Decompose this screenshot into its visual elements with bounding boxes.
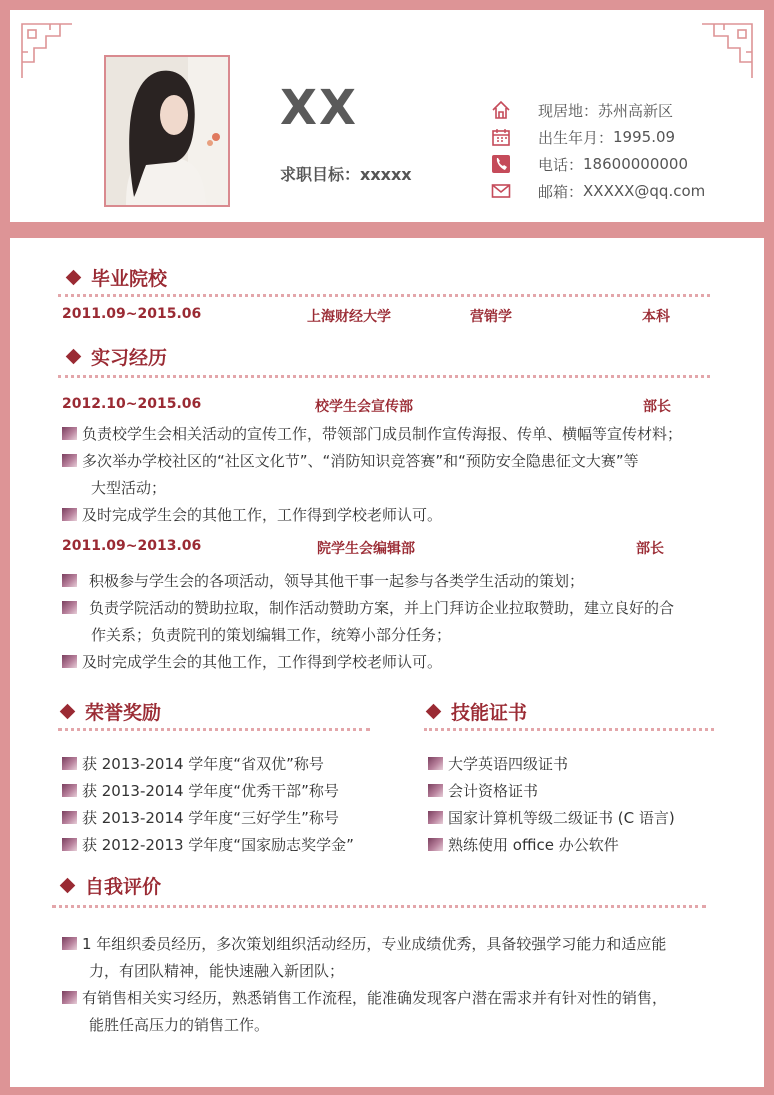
bullet-icon	[62, 937, 77, 950]
internship-2-role: 部长	[636, 541, 664, 557]
home-icon	[490, 99, 512, 121]
internship-1-item: 多次举办学校社区的“社区文化节”、“消防知识竞答赛”和“预防安全隐患征文大赛”等	[62, 450, 639, 471]
job-objective	[280, 162, 412, 185]
divider-internship	[58, 375, 710, 378]
skill-item: 熟练使用 office 办公软件	[428, 834, 619, 855]
bullet-icon	[62, 838, 77, 851]
objective-value: xxxxx	[360, 165, 412, 184]
bullet-icon	[62, 574, 77, 587]
skill-item: 大学英语四级证书	[428, 753, 568, 774]
mail-icon	[490, 180, 512, 202]
divider-education	[58, 294, 710, 297]
notch-right	[752, 222, 764, 238]
bullet-icon	[428, 838, 443, 851]
bullet-icon	[62, 784, 77, 797]
internship-1-role: 部长	[643, 399, 671, 415]
divider-self-eval	[52, 905, 706, 908]
contact-address: 现居地： 苏州高新区	[490, 98, 673, 122]
internship-1-period: 2012.10~2015.06	[62, 396, 202, 412]
honor-item: 获 2013-2014 学年度“优秀干部”称号	[62, 780, 339, 801]
objective-label: 求职目标：	[280, 165, 361, 184]
skill-item: 国家计算机等级二级证书 (C 语言)	[428, 807, 675, 828]
contact-birth: 出生年月： 1995.09	[490, 125, 675, 149]
contact-email: 邮箱： XXXXX@qq.com	[490, 179, 705, 203]
notch-left	[10, 222, 22, 238]
phone-icon	[490, 153, 512, 175]
internship-1-item-cont: 大型活动；	[91, 479, 167, 497]
calendar-icon	[490, 126, 512, 148]
internship-1-org: 校学生会宣传部	[315, 399, 413, 415]
internship-2-item: 负责学院活动的赞助拉取，制作活动赞助方案，并上门拜访企业拉取赞助，建立良好的合	[62, 597, 674, 618]
education-degree: 本科	[642, 309, 670, 325]
self-eval-item-cont: 能胜任高压力的销售工作。	[89, 1016, 270, 1034]
divider-honors	[58, 728, 370, 731]
honor-item: 获 2012-2013 学年度“国家励志奖学金”	[62, 834, 354, 855]
internship-1-item: 及时完成学生会的其他工作，工作得到学校老师认可。	[62, 504, 442, 525]
self-eval-item: 1 年组织委员经历，多次策划组织活动经历，专业成绩优秀，具备较强学习能力和适应能	[62, 933, 666, 954]
bullet-icon	[62, 427, 77, 440]
education-school: 上海财经大学	[307, 309, 391, 325]
bullet-icon	[428, 784, 443, 797]
internship-2-item-cont: 作关系；负责院刊的策划编辑工作，统筹小部分任务；	[91, 626, 452, 644]
bullet-icon	[428, 757, 443, 770]
education-period: 2011.09~2015.06	[62, 306, 202, 322]
bullet-icon	[62, 601, 77, 614]
internship-1-item: 负责校学生会相关活动的宣传工作，带领部门成员制作宣传海报、传单、横幅等宣传材料；	[62, 423, 682, 444]
internship-2-item: 积极参与学生会的各项活动，领导其他干事一起参与各类学生活动的策划；	[62, 570, 584, 591]
profile-photo	[104, 55, 230, 207]
section-title-education: 毕业院校	[68, 264, 167, 291]
internship-2-item: 及时完成学生会的其他工作，工作得到学校老师认可。	[62, 651, 442, 672]
bullet-icon	[428, 811, 443, 824]
bullet-icon	[62, 655, 77, 668]
divider-skills	[424, 728, 714, 731]
bullet-icon	[62, 757, 77, 770]
self-eval-item-cont: 力，有团队精神，能快速融入新团队；	[89, 962, 345, 980]
bullet-icon	[62, 811, 77, 824]
contact-phone: 电话： 18600000000	[490, 152, 688, 176]
corner-ornament-right	[700, 22, 754, 80]
education-major: 营销学	[470, 309, 512, 325]
candidate-name: XX	[280, 80, 359, 136]
internship-2-org: 院学生会编辑部	[317, 541, 415, 557]
corner-ornament-left	[20, 22, 74, 80]
honor-item: 获 2013-2014 学年度“省双优”称号	[62, 753, 324, 774]
internship-2-period: 2011.09~2013.06	[62, 538, 202, 554]
section-title-honors: 荣誉奖励	[62, 698, 161, 725]
honor-item: 获 2013-2014 学年度“三好学生”称号	[62, 807, 339, 828]
section-title-internship: 实习经历	[68, 343, 167, 370]
self-eval-item: 有销售相关实习经历，熟悉销售工作流程，能准确发现客户潜在需求并有针对性的销售，	[62, 987, 667, 1008]
bullet-icon	[62, 454, 77, 467]
bullet-icon	[62, 991, 77, 1004]
bullet-icon	[62, 508, 77, 521]
section-title-self-eval: 自我评价	[62, 872, 161, 899]
section-title-skills: 技能证书	[428, 698, 527, 725]
skill-item: 会计资格证书	[428, 780, 538, 801]
